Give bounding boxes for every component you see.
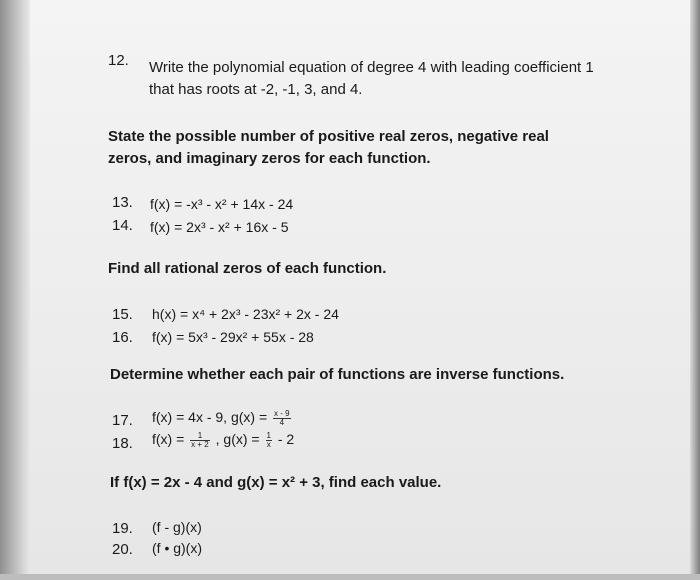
problem-18-f-prefix: f(x) =	[152, 431, 185, 447]
page-right-edge-shadow	[690, 0, 700, 580]
section-4-heading: If f(x) = 2x - 4 and g(x) = x² + 3, find each value.	[110, 474, 442, 491]
problem-12-line-1: Write the polynomial equation of degree 4 with leading coefficient 1	[149, 59, 594, 76]
problem-12-line-2: that has roots at -2, -1, 3, and 4.	[149, 81, 363, 98]
section-1-heading-line-2: zeros, and imaginary zeros for each function.	[108, 150, 431, 167]
problem-20-expression: (f • g)(x)	[152, 540, 203, 556]
problem-18-g-suffix: - 2	[277, 431, 295, 447]
problem-18-number: 18.	[112, 435, 133, 452]
problem-17-number: 17.	[112, 412, 133, 429]
problem-18-g-prefix: , g(x) =	[215, 431, 260, 447]
section-3-heading: Determine whether each pair of functions are inverse functions.	[110, 366, 565, 383]
problem-18-g-fraction	[266, 432, 272, 449]
problem-17-prefix: f(x) = 4x - 9, g(x) =	[152, 409, 268, 425]
section-1-heading-line-1: State the possible number of positive real zeros, negative real	[108, 128, 549, 145]
problem-17-expression	[152, 408, 293, 427]
problem-18-f-numerator: 1	[190, 432, 210, 441]
problem-14-expression: f(x) = 2x³ - x² + 16x - 5	[150, 219, 289, 235]
problem-12-number: 12.	[108, 52, 129, 69]
problem-17-g-denominator: 4	[279, 417, 285, 427]
problem-14-number: 14.	[112, 217, 133, 234]
problem-18-f-fraction	[190, 432, 210, 449]
problem-18-g-numerator: 1	[266, 430, 271, 440]
page-bottom-edge	[0, 574, 700, 580]
problem-18-g-denominator: x	[266, 439, 271, 449]
problem-13-expression: f(x) = -x³ - x² + 14x - 24	[150, 196, 294, 212]
problem-16-expression: f(x) = 5x³ - 29x² + 55x - 28	[152, 329, 314, 345]
problem-17-g-numerator: x - 9	[274, 408, 290, 418]
page-left-edge-shadow	[0, 0, 30, 580]
problem-13-number: 13.	[112, 194, 133, 211]
problem-20-number: 20.	[112, 541, 133, 558]
problem-19-expression: (f - g)(x)	[152, 519, 202, 535]
problem-15-number: 15.	[112, 306, 133, 323]
problem-15-expression: h(x) = x⁴ + 2x³ - 23x² + 2x - 24	[152, 306, 339, 322]
problem-19-number: 19.	[112, 520, 133, 537]
problem-16-number: 16.	[112, 329, 133, 346]
problem-18-f-denominator: x + 2	[191, 439, 209, 449]
problem-17-g-fraction	[273, 410, 291, 427]
problem-18-expression	[152, 430, 294, 449]
section-2-heading: Find all rational zeros of each function.	[108, 260, 387, 277]
